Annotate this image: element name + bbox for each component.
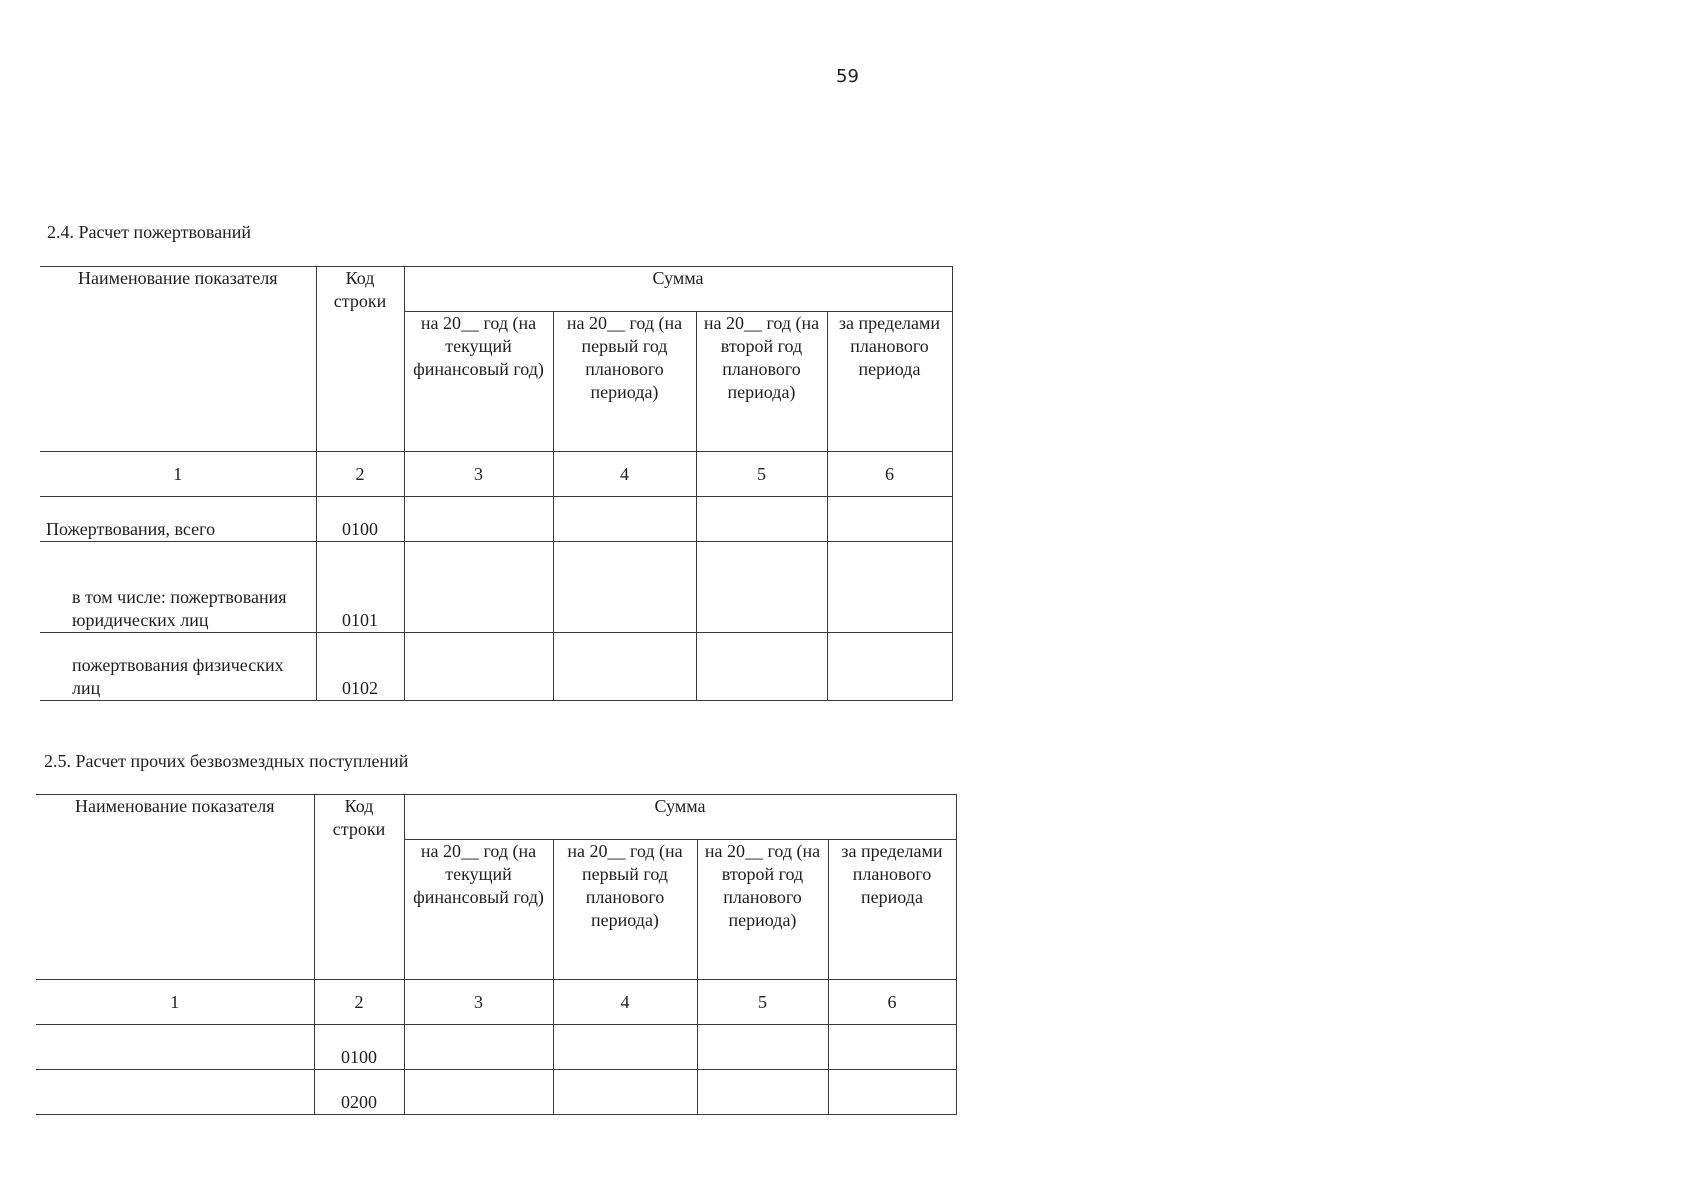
section-title-other-receipts: 2.5. Расчет прочих безвозмездных поступлений <box>44 751 409 771</box>
header-sum: Сумма <box>404 795 956 840</box>
value-cell[interactable] <box>553 1070 697 1115</box>
header-second-plan-year: на 20__ год (на второй год планового периода) <box>696 312 827 452</box>
value-cell[interactable] <box>553 633 696 701</box>
other-receipts-table <box>36 794 957 1115</box>
header-row-code: Код строки <box>316 267 404 452</box>
value-cell[interactable] <box>828 1070 956 1115</box>
row-name <box>36 1070 314 1115</box>
header-first-plan-year: на 20__ год (на первый год планового периода) <box>553 312 696 452</box>
header-row-code: Код строки <box>314 795 404 980</box>
table-row <box>40 497 952 542</box>
row-name <box>36 1025 314 1070</box>
header-row <box>40 267 952 312</box>
column-number-row <box>40 452 952 497</box>
value-cell[interactable] <box>553 497 696 542</box>
column-number: 5 <box>697 980 828 1025</box>
value-cell[interactable] <box>696 633 827 701</box>
row-code: 0100 <box>316 497 404 542</box>
table-row <box>36 1025 956 1070</box>
value-cell[interactable] <box>404 1070 553 1115</box>
header-indicator-name: Наименование показателя <box>40 267 316 452</box>
value-cell[interactable] <box>696 542 827 633</box>
header-first-plan-year: на 20__ год (на первый год планового периода) <box>553 840 697 980</box>
section-title-donations: 2.4. Расчет пожертвований <box>47 222 252 242</box>
column-number: 1 <box>36 980 314 1025</box>
row-code: 0200 <box>314 1070 404 1115</box>
column-number: 5 <box>696 452 827 497</box>
header-beyond-plan: за пределами планового периода <box>828 840 956 980</box>
page-number: 59 <box>836 66 859 87</box>
row-code: 0102 <box>316 633 404 701</box>
column-number: 2 <box>316 452 404 497</box>
value-cell[interactable] <box>553 542 696 633</box>
value-cell[interactable] <box>697 1070 828 1115</box>
column-number-row <box>36 980 956 1025</box>
column-number: 3 <box>404 452 553 497</box>
column-number: 6 <box>827 452 952 497</box>
row-name: пожертвования физических лиц <box>40 633 316 701</box>
header-indicator-name: Наименование показателя <box>36 795 314 980</box>
value-cell[interactable] <box>697 1025 828 1070</box>
row-code: 0101 <box>316 542 404 633</box>
table-row <box>40 633 952 701</box>
row-name: в том числе: пожертвования юридических лиц <box>40 542 316 633</box>
header-current-year: на 20__ год (на текущий финансовый год) <box>404 312 553 452</box>
header-second-plan-year: на 20__ год (на второй год планового периода) <box>697 840 828 980</box>
value-cell[interactable] <box>696 497 827 542</box>
header-sum: Сумма <box>404 267 952 312</box>
donations-table <box>40 266 953 701</box>
row-code: 0100 <box>314 1025 404 1070</box>
value-cell[interactable] <box>827 633 952 701</box>
column-number: 4 <box>553 980 697 1025</box>
value-cell[interactable] <box>827 497 952 542</box>
table-row <box>36 1070 956 1115</box>
column-number: 6 <box>828 980 956 1025</box>
value-cell[interactable] <box>553 1025 697 1070</box>
column-number: 2 <box>314 980 404 1025</box>
value-cell[interactable] <box>827 542 952 633</box>
header-row <box>36 795 956 840</box>
value-cell[interactable] <box>404 497 553 542</box>
row-name: Пожертвования, всего <box>40 497 316 542</box>
column-number: 3 <box>404 980 553 1025</box>
value-cell[interactable] <box>404 1025 553 1070</box>
column-number: 1 <box>40 452 316 497</box>
header-beyond-plan: за пределами планового периода <box>827 312 952 452</box>
value-cell[interactable] <box>404 542 553 633</box>
column-number: 4 <box>553 452 696 497</box>
value-cell[interactable] <box>404 633 553 701</box>
table-row <box>40 542 952 633</box>
value-cell[interactable] <box>828 1025 956 1070</box>
header-current-year: на 20__ год (на текущий финансовый год) <box>404 840 553 980</box>
